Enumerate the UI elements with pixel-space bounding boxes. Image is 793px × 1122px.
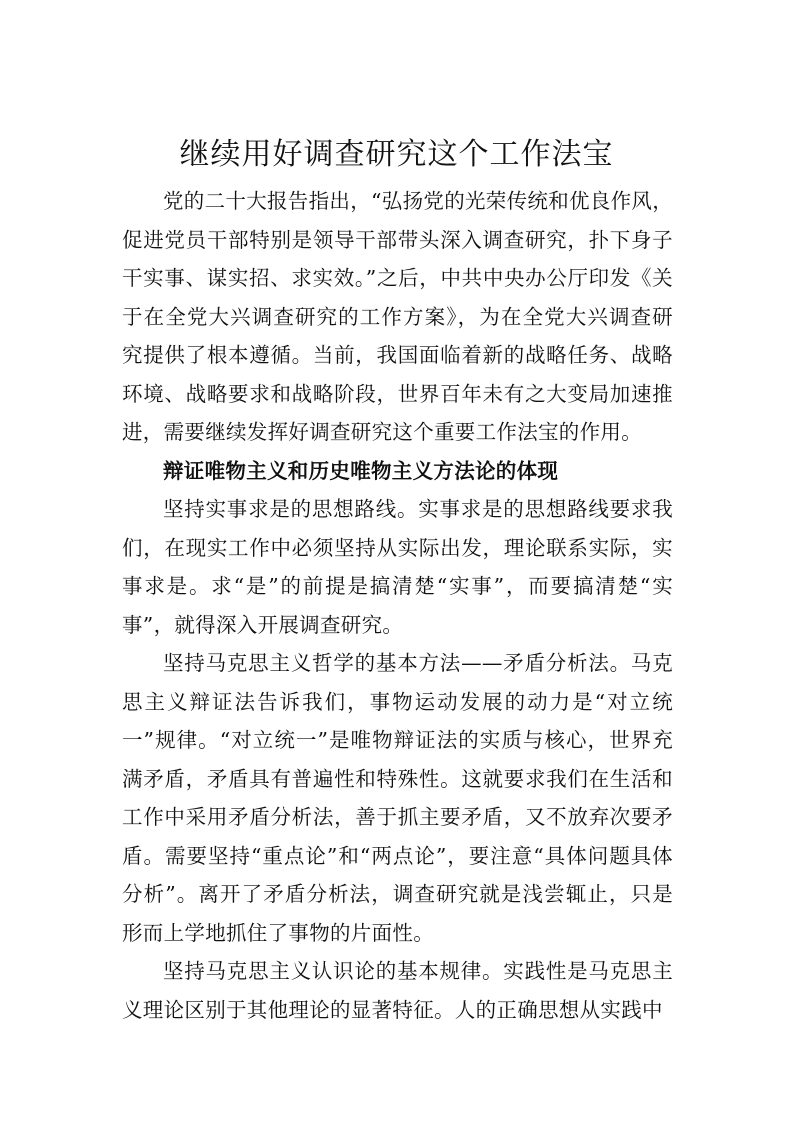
intro-paragraph: 党的二十大报告指出，“弘扬党的光荣传统和优良作风，促进党员干部特别是领导干部带头深入调查研究，扑下身子干实事、谋实招、求实效。”之后，中共中央办公厅印发《关于在全党大兴调查研究的工作方案》，为在全党大兴调查研究提供了根本遵循。当前，我国面临着新的战略任务、战略环境、战略要求和战略阶段，世界百年未有之大变局加速推进，需要继续发挥好调查研究这个重要工作法宝的作用。 (122, 189, 673, 444)
section-heading: 辩证唯物主义和历史唯物主义方法论的体现 (163, 458, 559, 483)
section-paragraph-2: 坚持马克思主义哲学的基本方法——矛盾分析法。马克思主义辩证法告诉我们，事物运动发展的动力是“对立统一”规律。“对立统一”是唯物辩证法的实质与核心，世界充满矛盾，矛盾具有普遍性和特殊性。这就要求我们在生活和工作中采用矛盾分析法，善于抓主要矛盾，又不放弃次要矛盾。需要坚持“重点论”和“两点论”，要注意“具体问题具体分析”。离开了矛盾分析法，调查研究就是浅尝辄止，只是形而上学地抓住了事物的片面性。 (122, 651, 673, 945)
document-title: 继续用好调查研究这个工作法宝 (179, 137, 614, 172)
section-paragraph-1: 坚持实事求是的思想路线。实事求是的思想路线要求我们，在现实工作中必须坚持从实际出发，理论联系实际，实事求是。求“是”的前提是搞清楚“实事”，而要搞清楚“实事”，就得深入开展调查研究。 (122, 497, 673, 637)
section-paragraph-3: 坚持马克思主义认识论的基本规律。实践性是马克思主义理论区别于其他理论的显著特征。人的正确思想从实践中 (122, 959, 673, 1022)
document-body (122, 182, 673, 1029)
